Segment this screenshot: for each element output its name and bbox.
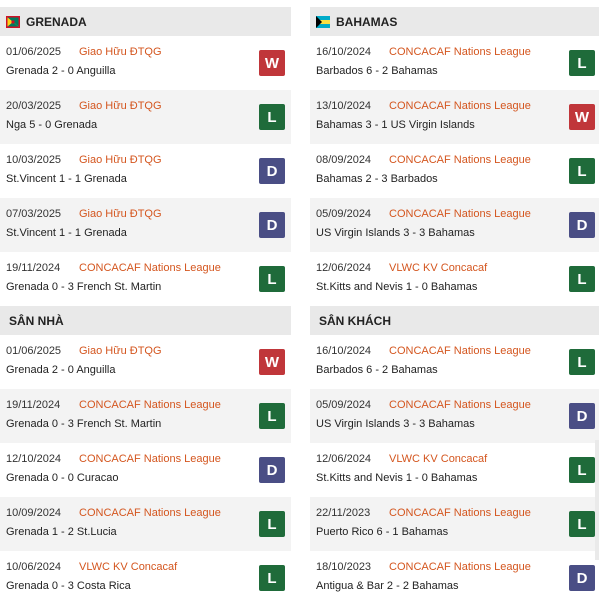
match-date: 05/09/2024 xyxy=(316,208,372,220)
match-row[interactable] xyxy=(0,198,291,252)
match-competition[interactable]: Giao Hữu ĐTQG xyxy=(79,208,162,220)
match-date: 05/09/2024 xyxy=(316,399,372,411)
match-competition[interactable]: CONCACAF Nations League xyxy=(79,262,221,274)
result-badge: W xyxy=(569,104,595,130)
match-date: 20/03/2025 xyxy=(6,100,62,112)
match-row[interactable] xyxy=(0,36,291,90)
match-row[interactable] xyxy=(0,335,291,389)
result-badge: L xyxy=(569,266,595,292)
result-badge: L xyxy=(569,457,595,483)
match-date: 01/06/2025 xyxy=(6,46,62,58)
match-row[interactable] xyxy=(310,198,599,252)
match-row[interactable] xyxy=(310,389,599,443)
panel-header xyxy=(0,7,291,36)
match-row[interactable] xyxy=(310,551,599,605)
result-badge: L xyxy=(569,511,595,537)
match-date: 16/10/2024 xyxy=(316,345,372,357)
result-badge: L xyxy=(569,50,595,76)
match-score: US Virgin Islands 3 - 3 Bahamas xyxy=(316,418,475,430)
match-row[interactable] xyxy=(0,144,291,198)
match-score: St.Vincent 1 - 1 Grenada xyxy=(6,173,127,185)
match-row[interactable] xyxy=(310,252,599,306)
panel-title: BAHAMAS xyxy=(336,14,398,29)
match-date: 12/10/2024 xyxy=(6,453,62,465)
match-score: Grenada 0 - 3 French St. Martin xyxy=(6,281,162,293)
match-competition[interactable]: CONCACAF Nations League xyxy=(389,208,531,220)
scrollbar-edge[interactable] xyxy=(595,440,599,560)
match-score: Bahamas 2 - 3 Barbados xyxy=(316,173,438,185)
match-score: Antigua & Bar 2 - 2 Bahamas xyxy=(316,580,459,592)
result-badge: D xyxy=(259,212,285,238)
match-score: Grenada 0 - 0 Curacao xyxy=(6,472,119,484)
match-row[interactable] xyxy=(310,335,599,389)
match-competition[interactable]: CONCACAF Nations League xyxy=(79,453,221,465)
result-badge: W xyxy=(259,349,285,375)
grenada-flag-icon xyxy=(6,16,20,28)
match-date: 12/06/2024 xyxy=(316,262,372,274)
match-competition[interactable]: VLWC KV Concacaf xyxy=(79,561,178,573)
match-row[interactable] xyxy=(0,443,291,497)
match-date: 18/10/2023 xyxy=(316,561,372,573)
match-row[interactable] xyxy=(0,389,291,443)
panel-title: SÂN KHÁCH xyxy=(319,313,391,328)
match-competition[interactable]: CONCACAF Nations League xyxy=(79,507,221,519)
match-score: US Virgin Islands 3 - 3 Bahamas xyxy=(316,227,475,239)
match-date: 19/11/2024 xyxy=(6,399,61,411)
panel-away xyxy=(310,306,599,605)
match-score: Nga 5 - 0 Grenada xyxy=(6,119,98,131)
result-badge: D xyxy=(259,457,285,483)
bahamas-flag-icon xyxy=(316,16,330,28)
match-score: Barbados 6 - 2 Bahamas xyxy=(316,65,438,77)
match-date: 22/11/2023 xyxy=(316,507,371,519)
match-score: St.Vincent 1 - 1 Grenada xyxy=(6,227,127,239)
match-competition[interactable]: Giao Hữu ĐTQG xyxy=(79,154,162,166)
match-row[interactable] xyxy=(0,252,291,306)
match-competition[interactable]: CONCACAF Nations League xyxy=(389,154,531,166)
result-badge: L xyxy=(569,158,595,184)
result-badge: L xyxy=(569,349,595,375)
result-badge: D xyxy=(569,565,595,591)
match-date: 16/10/2024 xyxy=(316,46,372,58)
panel-title: GRENADA xyxy=(26,14,87,29)
match-competition[interactable]: CONCACAF Nations League xyxy=(79,399,221,411)
result-badge: L xyxy=(259,403,285,429)
match-score: Grenada 0 - 3 French St. Martin xyxy=(6,418,162,430)
panel-bahamas xyxy=(310,7,599,306)
match-score: Grenada 2 - 0 Anguilla xyxy=(6,65,116,77)
match-date: 13/10/2024 xyxy=(316,100,372,112)
match-score: Bahamas 3 - 1 US Virgin Islands xyxy=(316,119,475,131)
match-score: St.Kitts and Nevis 1 - 0 Bahamas xyxy=(316,472,478,484)
match-score: Grenada 1 - 2 St.Lucia xyxy=(6,526,117,538)
panel-header xyxy=(0,306,291,335)
result-badge: L xyxy=(259,511,285,537)
match-row[interactable] xyxy=(310,497,599,551)
panel-header xyxy=(310,7,599,36)
match-competition[interactable]: CONCACAF Nations League xyxy=(389,100,531,112)
match-competition[interactable]: CONCACAF Nations League xyxy=(389,46,531,58)
match-row[interactable] xyxy=(0,90,291,144)
match-score: Puerto Rico 6 - 1 Bahamas xyxy=(316,526,449,538)
match-date: 10/03/2025 xyxy=(6,154,62,166)
match-competition[interactable]: Giao Hữu ĐTQG xyxy=(79,345,162,357)
match-score: Grenada 2 - 0 Anguilla xyxy=(6,364,116,376)
match-competition[interactable]: VLWC KV Concacaf xyxy=(389,453,488,465)
match-competition[interactable]: CONCACAF Nations League xyxy=(389,507,531,519)
result-badge: L xyxy=(259,104,285,130)
match-score: St.Kitts and Nevis 1 - 0 Bahamas xyxy=(316,281,478,293)
match-competition[interactable]: CONCACAF Nations League xyxy=(389,399,531,411)
match-competition[interactable]: CONCACAF Nations League xyxy=(389,345,531,357)
match-date: 10/06/2024 xyxy=(6,561,62,573)
result-badge: D xyxy=(259,158,285,184)
match-date: 08/09/2024 xyxy=(316,154,372,166)
result-badge: L xyxy=(259,266,285,292)
match-date: 01/06/2025 xyxy=(6,345,62,357)
match-score: Grenada 0 - 3 Costa Rica xyxy=(6,580,131,592)
match-date: 19/11/2024 xyxy=(6,262,61,274)
match-date: 07/03/2025 xyxy=(6,208,62,220)
match-row[interactable] xyxy=(0,497,291,551)
result-badge: W xyxy=(259,50,285,76)
result-badge: D xyxy=(569,403,595,429)
match-row[interactable] xyxy=(310,443,599,497)
match-competition[interactable]: Giao Hữu ĐTQG xyxy=(79,46,162,58)
match-competition[interactable]: CONCACAF Nations League xyxy=(389,561,531,573)
match-row[interactable] xyxy=(310,144,599,198)
result-badge: D xyxy=(569,212,595,238)
panel-grenada xyxy=(0,7,291,306)
match-competition[interactable]: VLWC KV Concacaf xyxy=(389,262,488,274)
match-row[interactable] xyxy=(310,36,599,90)
panel-header xyxy=(310,306,599,335)
match-competition[interactable]: Giao Hữu ĐTQG xyxy=(79,100,162,112)
match-score: Barbados 6 - 2 Bahamas xyxy=(316,364,438,376)
result-badge: L xyxy=(259,565,285,591)
panel-title: SÂN NHÀ xyxy=(9,313,64,328)
panel-home xyxy=(0,306,291,605)
match-row[interactable] xyxy=(310,90,599,144)
match-date: 12/06/2024 xyxy=(316,453,372,465)
match-date: 10/09/2024 xyxy=(6,507,62,519)
match-row[interactable] xyxy=(0,551,291,605)
